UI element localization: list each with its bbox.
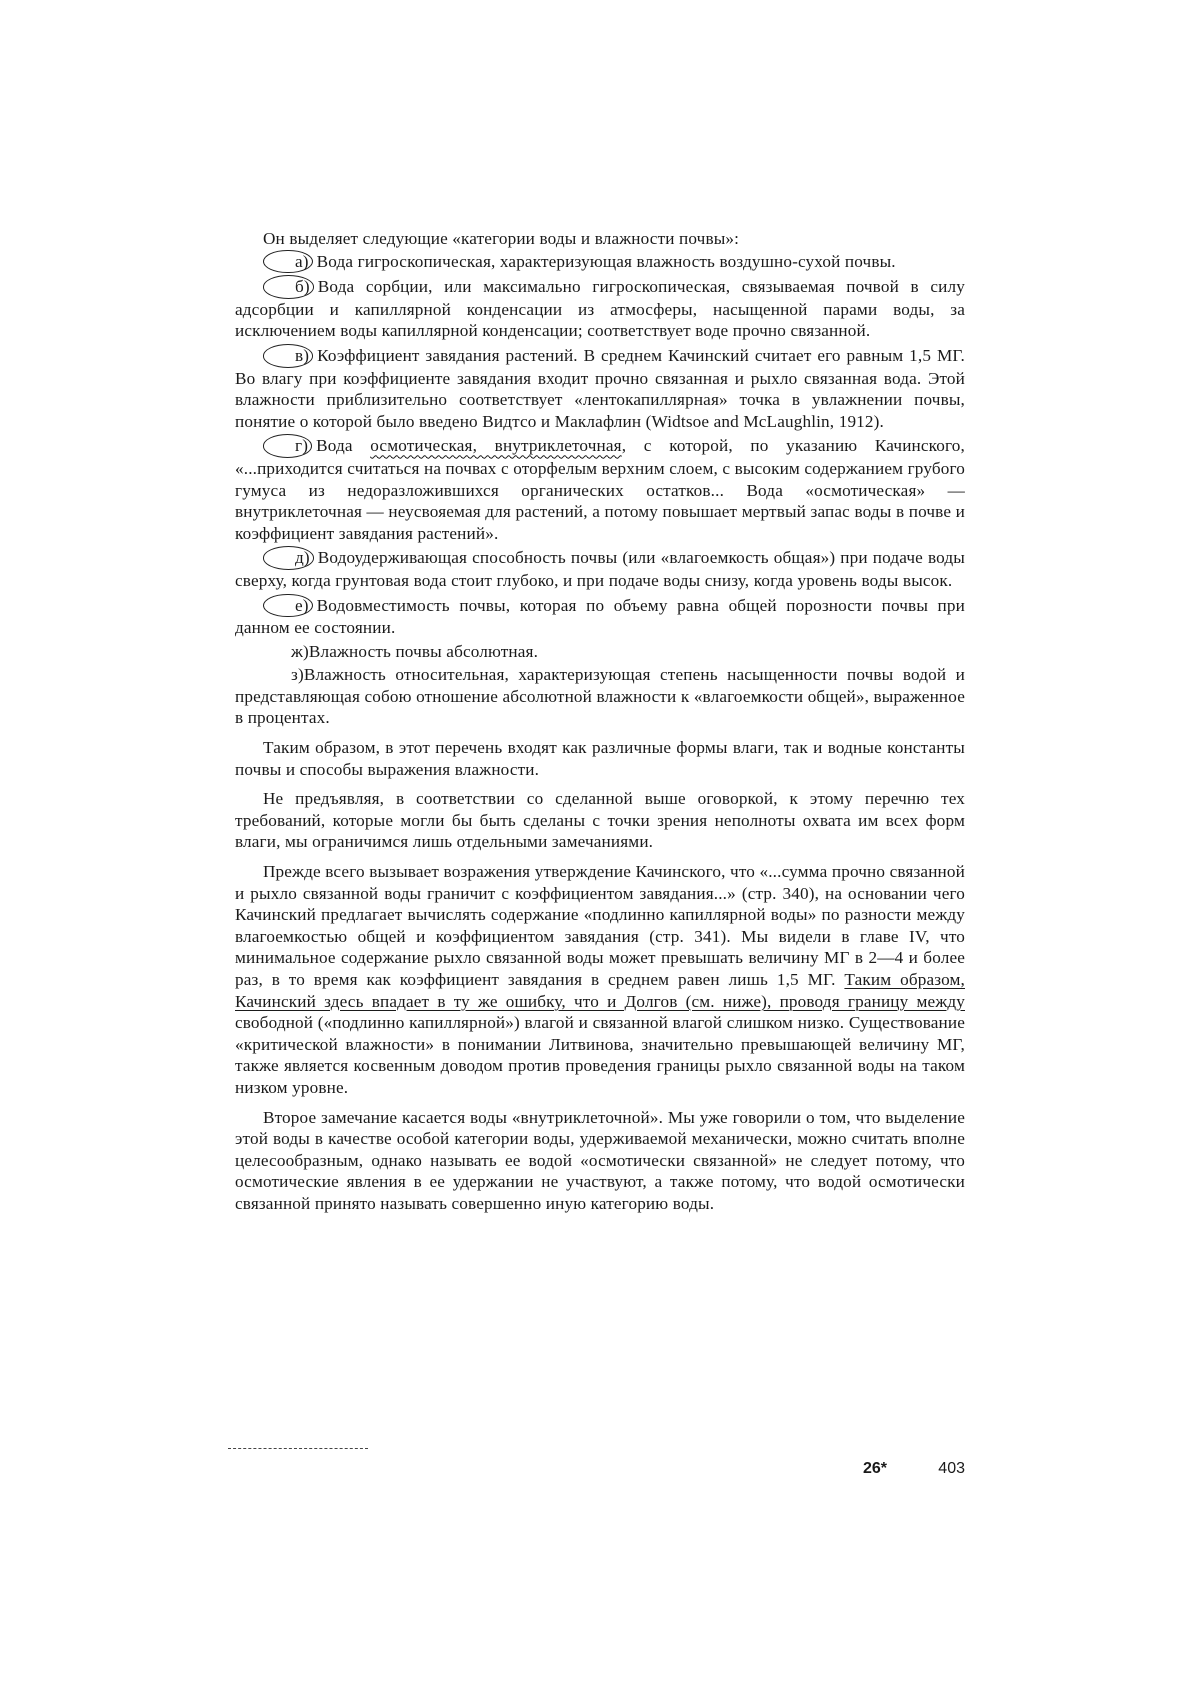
category-item-zh (235, 641, 965, 663)
intro-line: Он выделяет следующие «категории воды и влажности почвы»: (263, 229, 740, 248)
page-number: 403 (938, 1460, 965, 1477)
list-marker: б) (263, 275, 314, 299)
category-item-d (235, 546, 965, 591)
category-item-g (235, 434, 965, 544)
paragraph-objection (235, 861, 965, 1099)
category-item-a (235, 250, 965, 274)
category-text: Влажность относительная, характеризующая степень насыщенности почвы водой и представляющая собою отношение абсолютной влажности к «влагоемкости общей», выраженное в процентах. (235, 665, 965, 728)
category-text: Водовместимость почвы, которая по объему равна общей порозности почвы при данном ее состоянии. (235, 595, 965, 638)
category-item-b (235, 275, 965, 342)
objection-text-end: свободной («подлинно капиллярной») влагой и связанной влагой слишком низко. Существование «критической влажности» в понимании Литвинова, значительно превышающей величину МГ, также является косвенным доводом против проведения границы рыхло связанной воды на таком низком уровне. (235, 1013, 965, 1097)
handwritten-underline-text: осмотическая, внутриклеточная (370, 436, 622, 456)
category-text-end: , с которой, по указанию Качинского, «...приходится считаться на почвах с оторфелым верхним слоем, с высоким содержанием грубого гумуса из недоразложившихся органических остатков... Вода «осмотическая» — внутриклеточная — неусвояемая для растений, а потому повышает мертвый запас воды в почве и коэффициент завядания растений». (235, 436, 966, 543)
body-text (235, 228, 965, 1215)
category-item-e (235, 594, 965, 639)
list-marker: а) (263, 250, 313, 274)
category-text: Влажность почвы абсолютная. (308, 641, 539, 661)
list-marker: ж) (291, 641, 309, 661)
category-item-v (235, 344, 965, 432)
paragraph-remarks: Не предъявляя, в соответствии со сделанной выше оговоркой, к этому перечню тех требований, которые могли бы быть сделаны с точки зрения неполноты охвата им всех форм влаги, мы ограничимся лишь отдельными замечаниями. (235, 789, 965, 852)
category-text: Вода гигроскопическая, характеризующая влажность воздушно-сухой почвы. (316, 251, 896, 271)
objection-text-start: Прежде всего вызывает возражения утверждение Качинского, что «...сумма прочно связанной и рыхло связанной воды граничит с коэффициентом завядания...» (стр. 340), на основании чего Качинский предлагает вычислять содержание «подлинно капиллярной воды» по разности между влагоемкостью общей и коэффициентом завядания (стр. 341). Мы видели в главе IV, что минимальное содержание рыхло связанной воды может превышать величину МГ в 2—4 и более раз, в то время как коэффициент завядания в среднем равен лишь 1,5 МГ. (235, 862, 965, 989)
category-text: Коэффициент завядания растений. В среднем Качинский считает его равным 1,5 МГ. Во влагу при коэффициенте завядания входит прочно связанная и рыхло связанная вода. Этой влажности приблизительно соответствует «лентокапиллярная» точка в увлажнении почвы, понятие о которой было введено Видтсо и Маклафлин (Widtsoe and McLaughlin, 1912). (235, 345, 965, 431)
category-text: Водоудерживающая способность почвы (или «влагоемкость общая») при подаче воды сверху, когда грунтовая вода стоит глубоко, и при подаче воды снизу, когда уровень воды высок. (235, 548, 965, 590)
list-marker: е) (263, 594, 313, 618)
pencil-mark (228, 1440, 368, 1449)
list-marker: з) (291, 665, 304, 685)
list-marker: в) (263, 344, 313, 368)
category-text-start: Вода (316, 436, 371, 456)
handwritten-underline-text: Таким образом, Качинский здесь впадает в ту же ошибку, что и Долгов (см. ниже), проводя границу между (235, 970, 965, 1011)
signature-mark: 26* (862, 1460, 887, 1477)
category-text: Вода сорбции, или максимально гигроскопическая, связываемая почвой в силу адсорбции и капиллярной конденсации из атмосферы, насыщенной парами воды, за исключением воды капиллярной конденсации; соответствует воде прочно связанной. (235, 277, 965, 341)
page-footer (235, 1460, 965, 1484)
list-marker: д) (263, 546, 314, 570)
category-item-z (235, 664, 965, 729)
paragraph-summary: Таким образом, в этот перечень входят как различные формы влаги, так и водные константы почвы и способы выражения влажности. (235, 738, 965, 779)
list-marker: г) (263, 434, 312, 458)
paragraph-second-remark: Второе замечание касается воды «внутриклеточной». Мы уже говорили о том, что выделение этой воды в качестве особой категории воды, удерживаемой механически, можно считать вполне целесообразным, однако называть ее водой «осмотически связанной» не следует потому, что осмотические явления в ее удержании не участвуют, а также потому, что водой осмотически связанной принято называть совершенно иную категорию воды. (235, 1107, 965, 1213)
